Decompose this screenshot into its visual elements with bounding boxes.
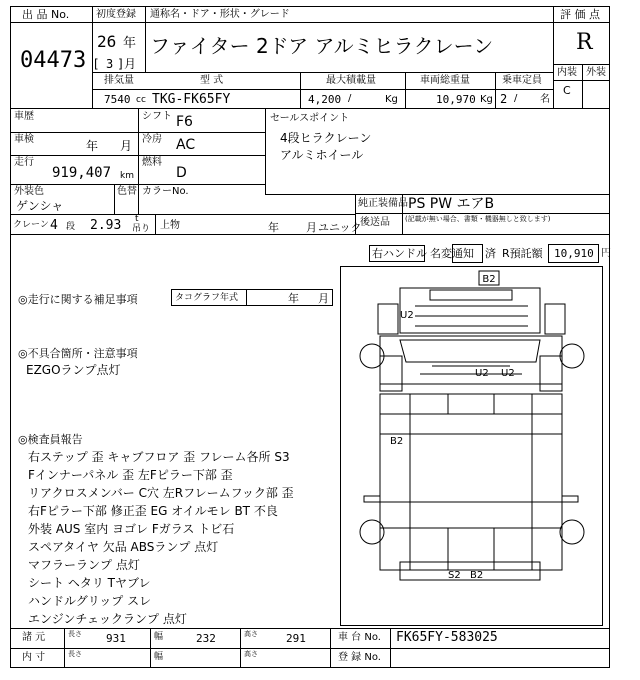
crane-stage-unit: 段 xyxy=(66,222,76,232)
fuel-value: D xyxy=(176,165,187,181)
driving-remarks-label: ◎走行に関する補足事項 xyxy=(18,293,138,306)
diagram-mark: U2 xyxy=(400,310,414,321)
first-reg-month-bracket-close: ] xyxy=(118,57,123,71)
interior-height-label: 高さ xyxy=(244,650,258,658)
overall-score: R xyxy=(576,30,593,55)
diagram-mark: B2 xyxy=(470,570,484,581)
tachograph-year: 年 xyxy=(288,292,299,305)
score-label: 評 価 点 xyxy=(560,8,600,21)
capacity-value: 2 xyxy=(500,92,508,106)
inspection-month: 月 xyxy=(120,139,133,153)
width-label: 幅 xyxy=(154,632,164,642)
shift-label: シフト xyxy=(142,111,172,122)
crane-ton-unit: t xyxy=(135,214,139,224)
name-change-label: 名変通知 xyxy=(430,247,474,260)
length-value: 931 xyxy=(106,632,126,645)
color-label: 外装色 xyxy=(14,186,44,197)
height-label: 高さ xyxy=(244,630,258,638)
sales-points-label: セールスポイント xyxy=(270,113,350,124)
displacement-unit: cc xyxy=(136,95,146,105)
sales-point-item: 4段ヒラクレーン xyxy=(280,131,372,145)
inspector-line: リアクロスメンバー C穴 左Rフレームフック部 歪 xyxy=(28,486,294,500)
inspector-line: シート ヘタリ Tヤブレ xyxy=(28,576,151,590)
chassis-label: 車 台 No. xyxy=(338,632,381,643)
crane-ton-unit-bottom: 吊り xyxy=(132,224,151,234)
capacity-unit: 名 xyxy=(540,94,550,105)
interior-width-label: 幅 xyxy=(154,652,164,662)
dims-label: 諸 元 xyxy=(22,632,46,643)
tachograph-label: タコグラフ年式 xyxy=(175,293,239,303)
fuel-label: 燃料 xyxy=(142,157,162,168)
color-value: ゲンシャ xyxy=(16,199,64,213)
lot-label: 出 品 No. xyxy=(22,8,70,21)
inspection-year: 年 xyxy=(86,139,99,153)
gross-weight-unit: Kg xyxy=(480,94,493,105)
first-reg-month-unit: 月 xyxy=(124,57,137,71)
registration-label: 登 録 No. xyxy=(338,652,381,663)
length-label: 長さ xyxy=(68,630,82,638)
inspector-line: エンジンチェックランプ 点灯 xyxy=(28,612,187,626)
inspector-label: ◎検査員報告 xyxy=(18,433,83,446)
rhd-label: 右ハンドル xyxy=(372,247,427,260)
crane-stages: 4 xyxy=(50,218,58,233)
shift-value: F6 xyxy=(176,114,193,130)
inspector-line: 右Fピラー下部 修正歪 EG オイルモレ BT 不良 xyxy=(28,504,278,518)
chassis-number: FK65FY-583025 xyxy=(396,630,498,645)
sales-point-item: アルミホイール xyxy=(280,148,364,162)
defect-item: EZGOランプ点灯 xyxy=(26,363,121,377)
inspector-line: マフラーランプ 点灯 xyxy=(28,558,140,572)
width-value: 232 xyxy=(196,632,216,645)
recycle-label: R預託額 xyxy=(502,247,543,260)
mileage-unit: km xyxy=(120,171,134,181)
ac-value: AC xyxy=(176,137,196,153)
aftermarket-label: 後送品 xyxy=(360,217,390,228)
mileage-value: 919,407 xyxy=(52,165,112,181)
name-label: 通称名・ドア・形状・グレード xyxy=(150,9,290,20)
recycle-fee: 10,910 xyxy=(554,247,594,260)
diagram-mark: U2 xyxy=(475,368,489,379)
inspector-line: ハンドルグリップ スレ xyxy=(28,594,152,608)
diagram-mark: B2 xyxy=(482,274,496,285)
mileage-label: 走行 xyxy=(14,157,34,168)
inspector-line: スペアタイヤ 欠品 ABSランプ 点灯 xyxy=(28,540,219,554)
inspection-label: 車検 xyxy=(14,134,34,145)
name-change-box xyxy=(452,244,483,263)
interior-score: C xyxy=(563,84,571,97)
capacity-label: 乗車定員 xyxy=(502,75,542,86)
interior-label: 内装 xyxy=(557,67,577,78)
inspector-line: 外装 AUS 室内 ヨゴレ Fガラス トビ石 xyxy=(28,522,235,536)
upper-month: 月 xyxy=(306,221,317,234)
first-reg-year-unit: 年 xyxy=(123,36,137,51)
aftermarket-note: (記載が無い場合、書類・機器無しと致します) xyxy=(405,215,551,223)
first-reg-month: 3 xyxy=(106,57,114,71)
inspector-line: Fインナーパネル 歪 左Fピラー下部 歪 xyxy=(28,468,233,482)
exterior-label: 外装 xyxy=(586,67,606,78)
color-no-label: カラーNo. xyxy=(142,186,189,197)
height-value: 291 xyxy=(286,632,306,645)
first-reg-label: 初度登録 xyxy=(96,9,136,20)
diagram-mark: S2 xyxy=(448,570,461,581)
model-name: ファイター 2ドア アルミヒラクレーン xyxy=(150,34,494,58)
ac-label: 冷房 xyxy=(142,134,162,145)
displacement-value: 7540 xyxy=(104,93,131,106)
diagram-mark: B2 xyxy=(390,436,404,447)
interior-dims-label: 内 寸 xyxy=(22,652,46,663)
model-code-label: 型 式 xyxy=(200,75,224,86)
model-code: TKG-FK65FY xyxy=(152,92,231,107)
history-label: 車歴 xyxy=(14,111,34,122)
first-reg-year: 26 xyxy=(97,32,117,51)
crane-label: クレーン xyxy=(13,220,49,230)
defects-label: ◎不具合箇所・注意事項 xyxy=(18,347,138,360)
max-load-label: 最大積載量 xyxy=(326,75,376,86)
tachograph-month: 月 xyxy=(318,292,329,305)
upper-label: 上物 xyxy=(160,220,180,231)
first-reg-month-bracket: [ xyxy=(94,57,99,71)
diagram-mark: U2 xyxy=(501,368,515,379)
gross-weight-value: 10,970 xyxy=(436,93,476,106)
capacity-slash: / xyxy=(514,93,518,104)
equipment-label: 純正装備品 xyxy=(358,198,408,209)
odometer-prefix: 済 xyxy=(485,247,496,260)
inspector-line: 右ステップ 歪 キャブフロア 歪 フレーム各所 S3 xyxy=(28,450,290,464)
crane-ton: 2.93 xyxy=(90,218,122,233)
equipment-value: PS PW エアB xyxy=(408,196,495,212)
max-load-unit: Kg xyxy=(385,94,398,105)
recycle-unit: 円 xyxy=(601,248,611,259)
interior-length-label: 長さ xyxy=(68,650,82,658)
max-load-slash: / xyxy=(348,93,352,104)
lot-number: 04473 xyxy=(20,48,87,73)
max-load-value: 4,200 xyxy=(308,93,342,106)
displacement-label: 排気量 xyxy=(104,75,134,86)
color-change-label: 色替 xyxy=(117,186,137,197)
upper-maker: ユニック xyxy=(318,221,362,234)
vehicle-diagram xyxy=(340,266,603,626)
gross-weight-label: 車両総重量 xyxy=(420,75,470,86)
upper-year: 年 xyxy=(268,221,279,234)
